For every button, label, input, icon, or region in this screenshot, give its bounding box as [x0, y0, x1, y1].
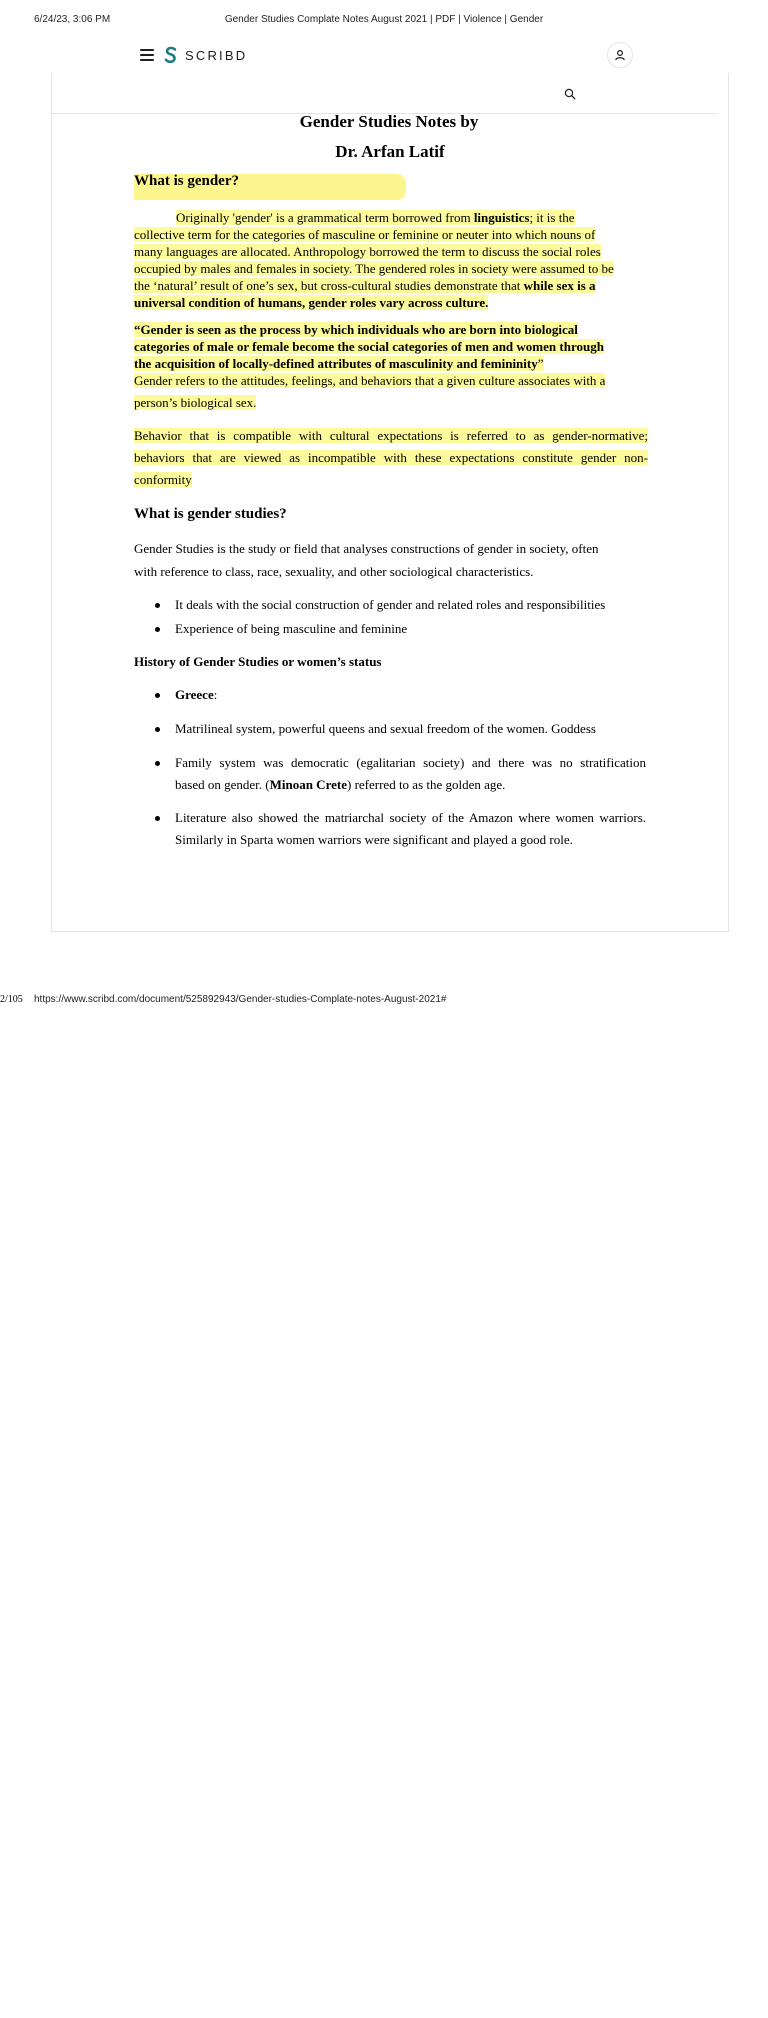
p3-line1: Behavior that is compatible with cultural expectations is referred to as gender-normative;: [134, 428, 648, 443]
p1-line4: occupied by males and females in society. The gendered roles in society were assumed to be: [134, 261, 614, 276]
bullet-dot: [155, 727, 160, 732]
heading-history: History of Gender Studies or women’s status: [134, 654, 382, 669]
bullet-dot: [155, 693, 160, 698]
p1-line6: universal condition of humans, gender roles vary across culture.: [134, 295, 489, 310]
quote-line3: the acquisition of locally-defined attributes of masculinity and femininity”: [134, 356, 544, 371]
bullet-family-line1: Family system was democratic (egalitarian society) and there was no stratification: [175, 755, 646, 770]
doc-title-line1: Gender Studies Notes by: [299, 112, 479, 131]
bullet-matrilineal: Matrilineal system, powerful queens and sexual freedom of the women. Goddess: [175, 721, 596, 736]
bullet-literature-line1: Literature also showed the matriarchal society of the Amazon where women warriors.: [175, 810, 646, 825]
quote-line2: categories of male or female become the social categories of men and women through: [134, 339, 604, 354]
print-datetime: 6/24/23, 3:06 PM: [34, 14, 111, 25]
p3-line3: conformity: [134, 472, 192, 487]
heading-what-is-gender: What is gender?: [134, 173, 239, 189]
bullet-dot: [155, 627, 160, 632]
p1-line3: many languages are allocated. Anthropology borrowed the term to discuss the social roles: [134, 244, 601, 259]
bullet-family-line2: based on gender. (Minoan Crete) referred to as the golden age.: [175, 777, 506, 792]
p3-line2: behaviors that are viewed as incompatible with these expectations constitute gender non-: [134, 450, 648, 465]
print-page-title: Gender Studies Complate Notes August 2021 | PDF | Violence | Gender: [224, 14, 544, 25]
p1-line2: collective term for the categories of masculine or feminine or neuter into which nouns of: [134, 227, 596, 242]
p4-line1: Gender Studies is the study or field that analyses constructions of gender in society, often: [134, 541, 599, 556]
quote-line1: “Gender is seen as the process by which individuals who are born into biological: [134, 322, 578, 337]
bullet-experience: Experience of being masculine and feminine: [175, 621, 408, 636]
print-page-number: 2/105: [0, 994, 23, 1005]
p1-line5: the ‘natural’ result of one’s sex, but cross-cultural studies demonstrate that while sex is a: [134, 278, 596, 293]
doc-title-line2: Dr. Arfan Latif: [335, 142, 445, 161]
bullet-dot: [155, 816, 160, 821]
p2-line1: Gender refers to the attitudes, feelings, and behaviors that a given culture associates with a: [134, 373, 606, 388]
logo-text: SCRIBD: [185, 47, 248, 63]
p1-line1: Originally 'gender' is a grammatical term borrowed from linguistics; it is the: [176, 210, 575, 225]
heading-what-is-gender-studies: What is gender studies?: [134, 506, 287, 522]
p2-line2: person’s biological sex.: [134, 395, 257, 410]
bullet-dot: [155, 603, 160, 608]
p4-line2: with reference to class, race, sexuality, and other sociological characteristics.: [134, 564, 534, 579]
print-url: https://www.scribd.com/document/525892943/Gender-studies-Complate-notes-August-2021#: [34, 994, 447, 1005]
bullet-dot: [155, 761, 160, 766]
bullet-greece: Greece:: [175, 687, 218, 702]
bullet-literature-line2: Similarly in Sparta women warriors were significant and played a good role.: [175, 832, 573, 847]
bullet-social-construction: It deals with the social construction of gender and related roles and responsibilities: [175, 597, 606, 612]
